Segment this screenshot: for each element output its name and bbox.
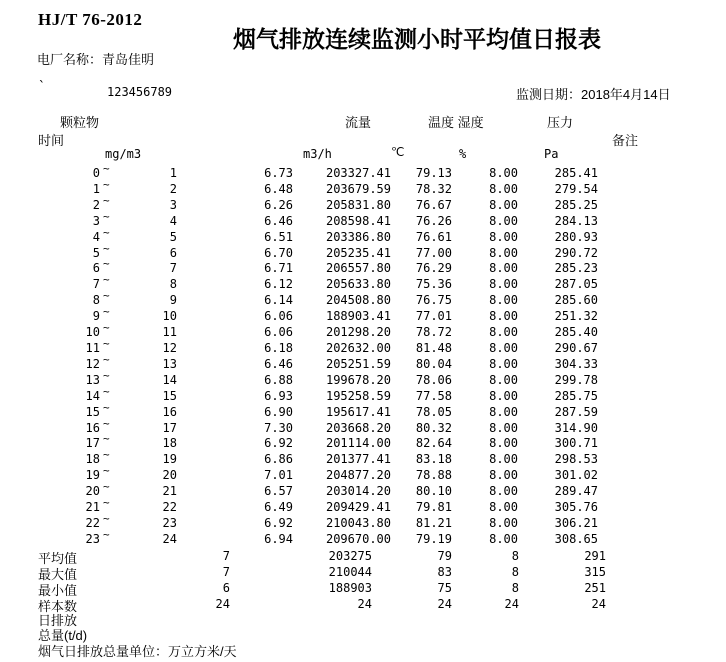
- hour-end: 12: [162, 340, 177, 355]
- particulate-value: 6.71: [264, 261, 293, 276]
- tilde-separator: ~: [103, 400, 110, 414]
- temperature-value: 76.67: [415, 197, 452, 212]
- humidity-value: 8.00: [489, 356, 518, 371]
- humidity-value: 8.00: [489, 277, 518, 292]
- hour-start: 18: [85, 452, 100, 467]
- pressure-value: 298.53: [554, 452, 598, 467]
- particulate-value: 6.46: [264, 213, 293, 228]
- flow-value: 203679.59: [325, 181, 391, 196]
- hour-end: 10: [162, 309, 177, 324]
- particulate-value: 6.70: [264, 245, 293, 260]
- header-particulate: 颗粒物: [60, 115, 100, 130]
- flow-value: 201114.00: [325, 436, 391, 451]
- summary-particulate: 7: [222, 564, 230, 579]
- particulate-value: 6.06: [264, 325, 293, 340]
- summary-label: 最大值: [38, 566, 78, 582]
- particulate-value: 6.94: [264, 531, 293, 546]
- temperature-value: 81.48: [415, 340, 452, 355]
- humidity-value: 8.00: [489, 309, 518, 324]
- tilde-separator: ~: [103, 162, 110, 175]
- tilde-separator: ~: [103, 257, 110, 271]
- humidity-value: 8.00: [489, 515, 518, 530]
- summary-temperature: 24: [437, 596, 452, 611]
- hour-start: 12: [85, 356, 100, 371]
- humidity-value: 8.00: [489, 181, 518, 196]
- particulate-value: 6.49: [264, 500, 293, 515]
- flow-value: 201377.41: [325, 452, 391, 467]
- hour-end: 5: [169, 229, 177, 244]
- tilde-separator: ~: [103, 527, 110, 541]
- header-temperature-humidity: 温度 湿度: [428, 115, 484, 130]
- hour-start: 0: [92, 166, 100, 180]
- hour-start: 19: [85, 468, 100, 483]
- tilde-separator: ~: [103, 432, 110, 446]
- tilde-separator: ~: [103, 177, 110, 191]
- temperature-value: 76.61: [415, 229, 452, 244]
- temperature-value: 80.04: [415, 356, 452, 371]
- summary-flow: 203275: [328, 549, 372, 563]
- unit-temperature: ℃: [391, 145, 405, 159]
- plant-name-line: 电厂名称：青岛佳明: [37, 52, 155, 67]
- humidity-value: 8.00: [489, 500, 518, 515]
- temperature-value: 80.10: [415, 484, 452, 499]
- temperature-value: 75.36: [415, 277, 452, 292]
- temperature-value: 77.00: [415, 245, 452, 260]
- temperature-value: 76.29: [415, 261, 452, 276]
- humidity-value: 8.00: [489, 229, 518, 244]
- summary-pressure: 315: [584, 564, 606, 579]
- hour-start: 16: [85, 420, 100, 435]
- summary-label: 最小值: [38, 582, 78, 598]
- pressure-value: 306.21: [554, 515, 598, 530]
- hour-end: 24: [162, 531, 177, 546]
- particulate-value: 6.26: [264, 197, 293, 212]
- humidity-value: 8.00: [489, 404, 518, 419]
- particulate-value: 6.93: [264, 388, 293, 403]
- hour-start: 21: [85, 500, 100, 515]
- humidity-value: 8.00: [489, 261, 518, 276]
- summary-particulate: 6: [222, 580, 230, 595]
- flow-value: 203668.20: [325, 420, 391, 435]
- humidity-value: 8.00: [489, 388, 518, 403]
- hour-start: 6: [92, 261, 100, 276]
- flow-value: 195617.41: [325, 404, 391, 419]
- pressure-value: 280.93: [554, 229, 598, 244]
- pressure-value: 290.67: [554, 340, 598, 355]
- hour-end: 9: [169, 293, 177, 308]
- hour-end: 6: [169, 245, 177, 260]
- hour-start: 17: [85, 436, 100, 451]
- flow-value: 204877.20: [325, 468, 391, 483]
- hour-start: 9: [92, 309, 100, 324]
- hour-end: 11: [162, 325, 177, 340]
- hour-start: 3: [92, 213, 100, 228]
- particulate-value: 6.46: [264, 356, 293, 371]
- pressure-value: 285.41: [554, 166, 598, 180]
- hour-end: 20: [162, 468, 177, 483]
- header-remark: 备注: [612, 133, 639, 148]
- pressure-value: 301.02: [554, 468, 598, 483]
- hour-start: 5: [92, 245, 100, 260]
- temperature-value: 78.72: [415, 325, 452, 340]
- humidity-value: 8.00: [489, 468, 518, 483]
- tilde-separator: ~: [103, 241, 110, 255]
- temperature-value: 76.75: [415, 293, 452, 308]
- pressure-value: 304.33: [554, 356, 598, 371]
- pressure-value: 251.32: [554, 309, 598, 324]
- pressure-value: 285.40: [554, 325, 598, 340]
- humidity-value: 8.00: [489, 484, 518, 499]
- hour-start: 23: [85, 531, 100, 546]
- tilde-separator: ~: [103, 384, 110, 398]
- temperature-value: 76.26: [415, 213, 452, 228]
- hour-start: 10: [85, 325, 100, 340]
- pressure-value: 308.65: [554, 531, 598, 546]
- hour-start: 15: [85, 404, 100, 419]
- pressure-value: 300.71: [554, 436, 598, 451]
- particulate-value: 6.88: [264, 372, 293, 387]
- hour-end: 13: [162, 356, 177, 371]
- summary-temperature: 79: [437, 549, 452, 563]
- summary-particulate: 7: [222, 549, 230, 563]
- flow-value: 205251.59: [325, 356, 391, 371]
- pressure-value: 285.25: [554, 197, 598, 212]
- particulate-value: 6.57: [264, 484, 293, 499]
- summary-temperature: 75: [437, 580, 452, 595]
- temperature-value: 79.19: [415, 531, 452, 546]
- standard-code: HJ/T 76-2012: [38, 10, 143, 29]
- flow-value: 202632.00: [325, 340, 391, 355]
- humidity-value: 8.00: [489, 213, 518, 228]
- unit-humidity: %: [459, 147, 467, 161]
- pressure-value: 289.47: [554, 484, 598, 499]
- tilde-separator: ~: [103, 416, 110, 430]
- tilde-separator: ~: [103, 305, 110, 319]
- header-time: 时间: [38, 133, 65, 148]
- tilde-separator: ~: [103, 496, 110, 510]
- tilde-separator: ~: [103, 511, 110, 525]
- hour-end: 2: [169, 181, 177, 196]
- flow-value: 201298.20: [325, 325, 391, 340]
- particulate-value: 6.48: [264, 181, 293, 196]
- temperature-value: 83.18: [415, 452, 452, 467]
- temperature-value: 78.06: [415, 372, 452, 387]
- hour-end: 15: [162, 388, 177, 403]
- hour-end: 14: [162, 372, 177, 387]
- particulate-value: 6.92: [264, 515, 293, 530]
- summary-temperature: 83: [437, 564, 452, 579]
- tilde-separator: ~: [103, 368, 110, 382]
- hour-start: 22: [85, 515, 100, 530]
- pressure-value: 285.75: [554, 388, 598, 403]
- summary-label: 平均值: [38, 551, 78, 566]
- flow-value: 203327.41: [325, 166, 391, 180]
- summary-flow: 210044: [328, 564, 372, 579]
- flow-value: 203386.80: [325, 229, 391, 244]
- summary-pressure: 291: [584, 549, 606, 563]
- summary-row: [0, 596, 726, 612]
- humidity-value: 8.00: [489, 420, 518, 435]
- temperature-value: 78.05: [415, 404, 452, 419]
- particulate-value: 6.86: [264, 452, 293, 467]
- summary-row: [0, 580, 726, 596]
- particulate-value: 6.14: [264, 293, 293, 308]
- humidity-value: 8.00: [489, 293, 518, 308]
- summary-humidity: 8: [511, 564, 519, 579]
- tilde-separator: ~: [103, 225, 110, 239]
- footer-total: 总量(t/d): [38, 628, 88, 643]
- tilde-separator: ~: [103, 321, 110, 335]
- flow-value: 205831.80: [325, 197, 391, 212]
- hour-end: 19: [162, 452, 177, 467]
- tilde-separator: ~: [103, 193, 110, 207]
- particulate-value: 7.30: [264, 420, 293, 435]
- tilde-separator: ~: [103, 273, 110, 287]
- summary-flow: 188903: [328, 580, 372, 595]
- humidity-value: 8.00: [489, 325, 518, 340]
- humidity-value: 8.00: [489, 452, 518, 467]
- summary-pressure: 24: [591, 596, 606, 611]
- flow-value: 205633.80: [325, 277, 391, 292]
- unit-pressure: Pa: [544, 147, 559, 161]
- flow-value: 204508.80: [325, 293, 391, 308]
- humidity-value: 8.00: [489, 245, 518, 260]
- humidity-value: 8.00: [489, 372, 518, 387]
- summary-humidity: 8: [511, 549, 519, 563]
- hour-start: 4: [92, 229, 100, 244]
- pressure-value: 314.90: [554, 420, 598, 435]
- hour-end: 18: [162, 436, 177, 451]
- temperature-value: 78.32: [415, 181, 452, 196]
- flow-value: 199678.20: [325, 372, 391, 387]
- pressure-value: 279.54: [554, 181, 598, 196]
- humidity-value: 8.00: [489, 436, 518, 451]
- particulate-value: 6.18: [264, 340, 293, 355]
- particulate-value: 6.92: [264, 436, 293, 451]
- serial-number: 123456789: [107, 85, 173, 99]
- pressure-value: 284.13: [554, 213, 598, 228]
- particulate-value: 6.51: [264, 229, 293, 244]
- temperature-value: 80.32: [415, 420, 452, 435]
- tilde-separator: ~: [103, 464, 110, 478]
- flow-value: 208598.41: [325, 213, 391, 228]
- flow-value: 206557.80: [325, 261, 391, 276]
- header-flow: 流量: [345, 115, 372, 130]
- hour-end: 1: [169, 166, 177, 180]
- pressure-value: 290.72: [554, 245, 598, 260]
- summary-pressure: 251: [584, 580, 606, 595]
- particulate-value: 6.73: [264, 166, 293, 180]
- flow-value: 209670.00: [325, 531, 391, 546]
- header-pressure: 压力: [547, 115, 574, 130]
- hourly-data-rows: [0, 162, 726, 548]
- pressure-value: 285.23: [554, 261, 598, 276]
- flow-value: 210043.80: [325, 515, 391, 530]
- hour-start: 7: [92, 277, 100, 292]
- temperature-value: 78.88: [415, 468, 452, 483]
- tilde-separator: ~: [103, 480, 110, 494]
- hour-start: 20: [85, 484, 100, 499]
- hour-start: 13: [85, 372, 100, 387]
- flow-value: 188903.41: [325, 309, 391, 324]
- tilde-separator: ~: [103, 209, 110, 223]
- report-title: 烟气排放连续监测小时平均值日报表: [233, 26, 601, 52]
- summary-humidity: 24: [504, 596, 519, 611]
- hour-start: 1: [92, 181, 100, 196]
- pressure-value: 299.78: [554, 372, 598, 387]
- hour-start: 11: [85, 340, 100, 355]
- temperature-value: 82.64: [415, 436, 452, 451]
- hour-end: 22: [162, 500, 177, 515]
- hour-end: 21: [162, 484, 177, 499]
- summary-humidity: 8: [511, 580, 519, 595]
- temperature-value: 79.81: [415, 500, 452, 515]
- flow-value: 205235.41: [325, 245, 391, 260]
- footer-unit-note: 烟气日排放总量单位：万立方米/天: [38, 644, 237, 659]
- humidity-value: 8.00: [489, 340, 518, 355]
- flow-value: 209429.41: [325, 500, 391, 515]
- summary-flow: 24: [357, 596, 372, 611]
- hour-start: 2: [92, 197, 100, 212]
- particulate-value: 6.90: [264, 404, 293, 419]
- pressure-value: 285.60: [554, 293, 598, 308]
- summary-row: [0, 548, 726, 564]
- humidity-value: 8.00: [489, 197, 518, 212]
- hour-end: 23: [162, 515, 177, 530]
- pressure-value: 287.05: [554, 277, 598, 292]
- table-row: [0, 527, 726, 548]
- particulate-value: 6.12: [264, 277, 293, 292]
- summary-label: 样本数: [38, 598, 78, 614]
- pressure-value: 287.59: [554, 404, 598, 419]
- temperature-value: 79.13: [415, 166, 452, 180]
- flow-value: 195258.59: [325, 388, 391, 403]
- tilde-separator: ~: [103, 352, 110, 366]
- summary-rows: [0, 548, 726, 612]
- hour-end: 3: [169, 197, 177, 212]
- summary-particulate: 24: [215, 596, 230, 611]
- tilde-separator: ~: [103, 448, 110, 462]
- temperature-value: 77.01: [415, 309, 452, 324]
- pressure-value: 305.76: [554, 500, 598, 515]
- hour-end: 17: [162, 420, 177, 435]
- particulate-value: 6.06: [264, 309, 293, 324]
- hour-end: 8: [169, 277, 177, 292]
- hour-end: 4: [169, 213, 177, 228]
- temperature-value: 81.21: [415, 515, 452, 530]
- hour-start: 14: [85, 388, 100, 403]
- tilde-separator: ~: [103, 289, 110, 303]
- humidity-value: 8.00: [489, 531, 518, 546]
- hour-start: 8: [92, 293, 100, 308]
- tick-mark: `: [38, 80, 46, 95]
- particulate-value: 7.01: [264, 468, 293, 483]
- flow-value: 203014.20: [325, 484, 391, 499]
- footer-daily-emission: 日排放: [38, 613, 78, 628]
- summary-row: [0, 564, 726, 580]
- unit-particulate: mg/m3: [105, 147, 142, 161]
- temperature-value: 77.58: [415, 388, 452, 403]
- monitor-date-line: 监测日期：2018年4月14日: [516, 87, 671, 102]
- tilde-separator: ~: [103, 336, 110, 350]
- unit-flow: m3/h: [303, 147, 332, 161]
- hour-end: 16: [162, 404, 177, 419]
- hour-end: 7: [169, 261, 177, 276]
- humidity-value: 8.00: [489, 166, 518, 180]
